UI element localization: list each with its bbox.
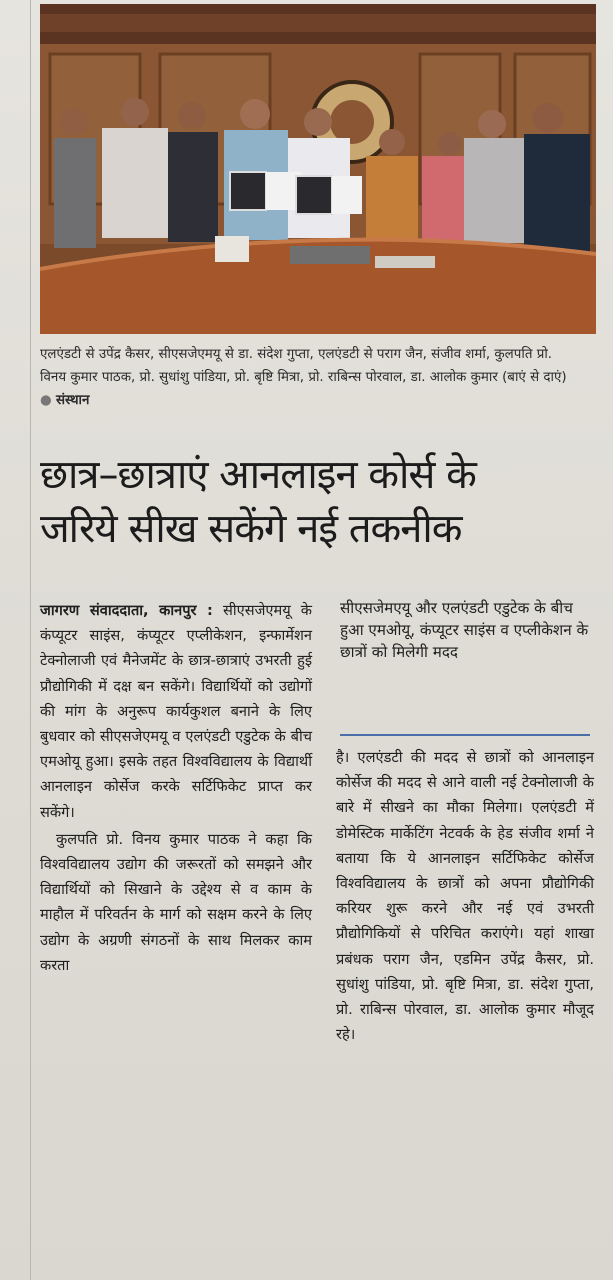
paragraph-3: है। एलएंडटी की मदद से छात्रों को आनलाइन कोर्सेज की मदद से आने वाली नई टेक्नोलाजी के बारे में सीखने का मौका मिलेगा। एलएंडटी में डोमेस्टिक मार्केटिंग नेटवर्क के हेड संजीव शर्मा ने बताया कि ये आनलाइन सर्टिफिकेट कोर्सेज विश्वविद्यालय के छात्रों को अपना प्रौद्योगिकी करियर शुरू करने और नई एवं उभरती प्रौद्योगिकियों से परिचित कराएंगे। यहां शाखा प्रबंधक पराग जैन, एडमिन उपेंद्र कैसर, प्रो. सुधांशु पांडिया, प्रो. बृष्टि मित्रा, डा. संदेश गुप्ता, प्रो. राबिन्स पोरवाल, डा. आलोक कुमार मौजूद रहे। xyxy=(336,749,594,1044)
headline xyxy=(40,448,600,556)
caption-text: एलएंडटी से उपेंद्र कैसर, सीएसजेएमयू से डा. संदेश गुप्ता, एलएंडटी से पराग जैन, संजीव शर्मा, कुलपति प्रो. विनय कुमार पाठक, प्रो. सुधांशु पांडिया, प्रो. बृष्टि मित्रा, प्रो. राबिन्स पोरवाल, डा. आलोक कुमार (बाएं से दाएं) xyxy=(40,347,567,385)
column-rule-left xyxy=(30,0,31,1280)
photo-caption xyxy=(40,343,580,412)
subheadline-rule xyxy=(340,734,590,736)
headline-line-2: जरिये सीख सकेंगे नई तकनीक xyxy=(40,506,462,552)
article-column-right xyxy=(336,745,594,1047)
group-photo-illustration xyxy=(40,4,596,334)
caption-bullet: ● xyxy=(40,393,52,408)
subheadline: सीएसजेमएयू और एलएंडटी एडुटेक के बीच हुआ एमओयू, कंप्यूटर साइंस व एप्लीकेशन के छात्रों को मिलेगी मदद xyxy=(340,599,589,661)
photo-credit: संस्थान xyxy=(55,393,90,408)
paragraph-1: सीएसजेएमयू के कंप्यूटर साइंस, कंप्यूटर एप्लीकेशन, इन्फार्मेशन टेक्नोलाजी एवं मैनेजमेंट के छात्र-छात्राएं उभरती हुई प्रौद्योगिकी में दक्ष बन सकेंगे। विद्यार्थियों को उद्योगों की मांग के अनुरूप कार्यकुशल बनाने के लिए बुधवार को सीएसजेएमयू व एलएंडटी एडुटेक के बीच एमओयू हुआ। इसके तहत विश्वविद्यालय के विद्यार्थी आनलाइन कोर्सेज करके सर्टिफिकेट प्राप्त कर सकेंगे। xyxy=(40,602,312,821)
news-photo xyxy=(40,4,596,334)
headline-line-1: छात्र–छात्राएं आनलाइन कोर्स के xyxy=(40,452,476,498)
paragraph-2: कुलपति प्रो. विनय कुमार पाठक ने कहा कि विश्वविद्यालय उद्योग की जरूरतों को समझने और विद्यार्थियों को सिखाने के उद्देश्य से व काम के माहौल में परिवर्तन के मार्ग को सक्षम करने के लिए उद्योग के अग्रणी संगठनों के साथ मिलकर काम करता xyxy=(40,830,312,974)
article-column-left xyxy=(40,598,312,978)
dateline: जागरण संवाददाता, कानपुर : xyxy=(40,602,213,619)
